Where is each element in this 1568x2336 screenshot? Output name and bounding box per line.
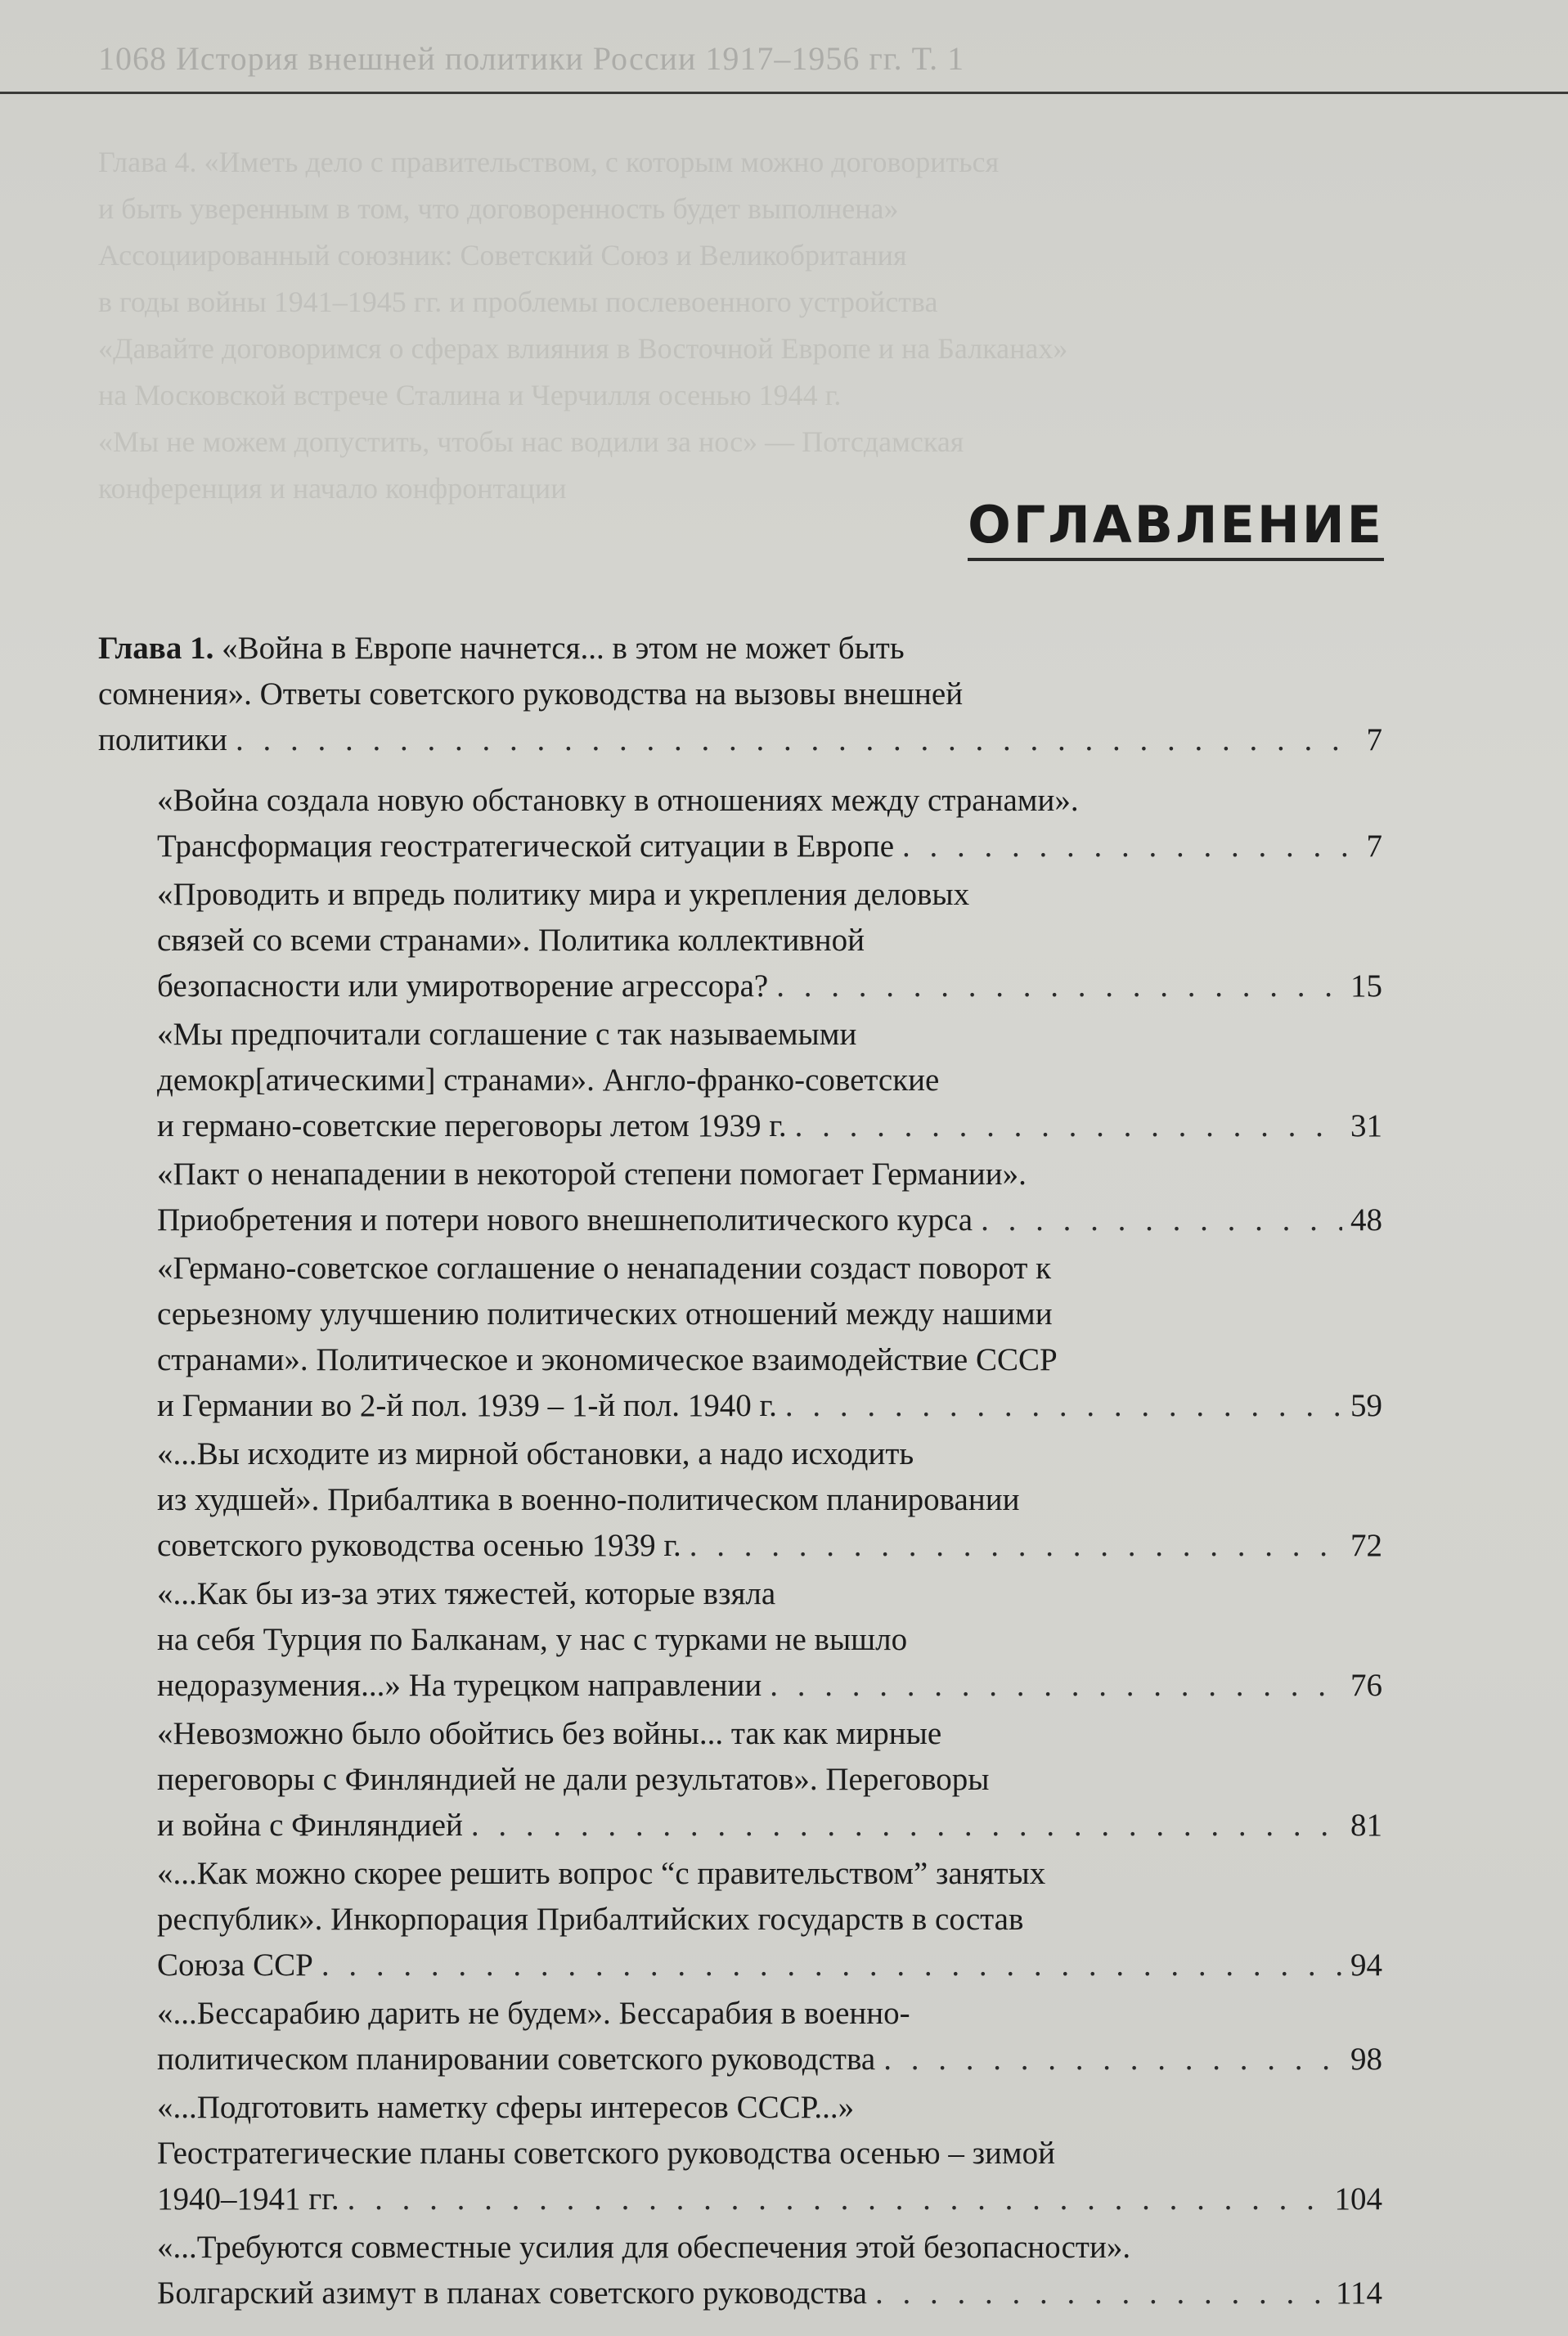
- page-number: 7: [1366, 722, 1382, 757]
- toc-entry-text: демокр[атическими] странами». Англо-франко-советские: [157, 1062, 940, 1098]
- toc-entry-text: «...Требуются совместные усилия для обеспечения этой безопасности».: [157, 2230, 1131, 2265]
- dot-leader: [690, 1523, 1342, 1569]
- toc-entry-text: «Невозможно было обойтись без войны... так как мирные: [157, 1716, 942, 1751]
- page-number: 114: [1335, 2275, 1382, 2311]
- toc-entry-line: [157, 1571, 1382, 1617]
- dot-leader: [902, 824, 1359, 869]
- toc-entry-text: советского руководства осенью 1939 г.: [157, 1528, 681, 1563]
- toc-entry-last-line: [157, 1383, 1382, 1429]
- page-number: 48: [1350, 1202, 1382, 1238]
- toc-section-entry: [157, 2225, 1382, 2316]
- toc-entry-last-line: [157, 1803, 1382, 1849]
- dot-leader: [770, 1663, 1342, 1709]
- toc-entry-last-line: [157, 824, 1382, 869]
- dot-leader: [981, 1197, 1342, 1243]
- toc-entry-last-line: [157, 2271, 1382, 2316]
- toc-entry-line: [157, 2131, 1382, 2177]
- toc-entry-line: [157, 2225, 1382, 2271]
- toc-entry-text: Союза ССР: [157, 1947, 313, 1983]
- page-number: 81: [1350, 1808, 1382, 1843]
- toc-entry-line: [157, 1012, 1382, 1058]
- page-number: 76: [1350, 1668, 1382, 1703]
- toc-entry-text: «Война в Европе начнется... в этом не может быть: [222, 631, 905, 666]
- table-of-contents: [98, 626, 1382, 2319]
- toc-entry-text: безопасности или умиротворение агрессора?: [157, 968, 769, 1004]
- toc-entry-text: из худшей». Прибалтика в военно-политическом планировании: [157, 1482, 1020, 1517]
- toc-entry-line: [157, 1431, 1382, 1477]
- toc-entry-line: [157, 1292, 1382, 1337]
- toc-entry-text: связей со всеми странами». Политика коллективной: [157, 923, 865, 958]
- page-number: 7: [1366, 829, 1382, 864]
- toc-section-entry: [157, 1991, 1382, 2082]
- toc-entry-line: [157, 2085, 1382, 2131]
- toc-section-entry: [157, 2085, 1382, 2222]
- running-head: 1068 История внешней политики России 1917–1956 гг. Т. 1: [98, 40, 965, 77]
- toc-entry-text: «Мы предпочитали соглашение с так называемыми: [157, 1017, 857, 1052]
- chapter-label: Глава 1.: [98, 631, 214, 666]
- toc-entry-line: [98, 672, 1382, 717]
- page-number: 15: [1350, 968, 1382, 1004]
- toc-entry-text: «...Подготовить наметку сферы интересов СССР...»: [157, 2090, 855, 2125]
- toc-entry-text: политическом планировании советского руководства: [157, 2042, 876, 2077]
- toc-title: ОГЛАВЛЕНИЕ: [968, 495, 1384, 561]
- toc-section-entry: [157, 1711, 1382, 1849]
- toc-section-entry: [157, 1851, 1382, 1988]
- toc-entry-text: сомнения». Ответы советского руководства на вызовы внешней: [98, 676, 964, 712]
- toc-entry-text: «Проводить и впредь политику мира и укрепления деловых: [157, 877, 970, 912]
- toc-entry-last-line: [157, 964, 1382, 1009]
- page-number: 59: [1350, 1388, 1382, 1423]
- toc-entry-text: республик». Инкорпорация Прибалтийских государств в состав: [157, 1902, 1024, 1937]
- toc-section-entry: [157, 1246, 1382, 1429]
- toc-entry-text: Трансформация геостратегической ситуации в Европе: [157, 829, 894, 864]
- page-number: 98: [1350, 2042, 1382, 2077]
- toc-section-entry: [157, 1152, 1382, 1243]
- toc-entry-text: 1940–1941 гг.: [157, 2181, 339, 2217]
- toc-entry-line: [157, 1711, 1382, 1757]
- page-number: 104: [1334, 2181, 1382, 2217]
- toc-entry-line: [157, 918, 1382, 964]
- toc-chapter-entry: [98, 626, 1382, 763]
- toc-entry-text: переговоры с Финляндией не дали результатов». Переговоры: [157, 1762, 990, 1797]
- toc-section-entry: [157, 1012, 1382, 1149]
- toc-entry-line: [157, 872, 1382, 918]
- toc-entry-text: «...Вы исходите из мирной обстановки, а надо исходить: [157, 1436, 914, 1471]
- page-number: 31: [1350, 1108, 1382, 1143]
- toc-section-entry: [157, 872, 1382, 1009]
- dot-leader: [875, 2271, 1328, 2316]
- toc-entry-text: и Германии во 2-й пол. 1939 – 1-й пол. 1940 г.: [157, 1388, 777, 1423]
- toc-entry-text: серьезному улучшению политических отношений между нашими: [157, 1296, 1053, 1332]
- toc-entry-text: «Война создала новую обстановку в отношениях между странами».: [157, 783, 1079, 818]
- toc-entry-last-line: [157, 1523, 1382, 1569]
- toc-entry-text: на себя Турция по Балканам, у нас с турками не вышло: [157, 1622, 908, 1657]
- toc-entry-line: [157, 1337, 1382, 1383]
- dot-leader: [236, 717, 1359, 763]
- toc-entry-text: и война с Финляндией: [157, 1808, 463, 1843]
- toc-entry-last-line: [157, 1197, 1382, 1243]
- toc-entry-text: Болгарский азимут в планах советского руководства: [157, 2275, 867, 2311]
- toc-entry-text: «...Как можно скорее решить вопрос “с правительством” занятых: [157, 1856, 1046, 1891]
- toc-entry-line: [157, 1477, 1382, 1523]
- toc-entry-text: «Германо-советское соглашение о ненападении создаст поворот к: [157, 1251, 1052, 1286]
- toc-entry-text: «...Как бы из-за этих тяжестей, которые взяла: [157, 1576, 776, 1611]
- dot-leader: [321, 1943, 1342, 1988]
- dot-leader: [776, 964, 1342, 1009]
- toc-entry-last-line: [157, 2037, 1382, 2082]
- toc-entry-line: [157, 1757, 1382, 1803]
- dot-leader: [348, 2177, 1327, 2222]
- toc-entry-text: и германо-советские переговоры летом 1939 г.: [157, 1108, 787, 1143]
- toc-entry-line: [157, 778, 1382, 824]
- toc-entry-last-line: [157, 1103, 1382, 1149]
- toc-entry-line: [157, 1058, 1382, 1103]
- toc-entry-last-line: [98, 717, 1382, 763]
- dot-leader: [785, 1383, 1342, 1429]
- toc-entry-text: «Пакт о ненападении в некоторой степени помогает Германии».: [157, 1157, 1027, 1192]
- toc-section-entry: [157, 778, 1382, 869]
- toc-entry-text: Геостратегические планы советского руководства осенью – зимой: [157, 2136, 1055, 2171]
- toc-entry-text: политики: [98, 722, 227, 757]
- page-number: 72: [1350, 1528, 1382, 1563]
- toc-entry-line: [157, 1851, 1382, 1897]
- toc-entry-last-line: [157, 1663, 1382, 1709]
- toc-entry-line: [157, 1152, 1382, 1197]
- toc-entry-text: недоразумения...» На турецком направлении: [157, 1668, 762, 1703]
- dot-leader: [471, 1803, 1342, 1849]
- toc-entry-text: странами». Политическое и экономическое взаимодействие СССР: [157, 1342, 1058, 1377]
- header-rule: [0, 92, 1568, 94]
- toc-section-entry: [157, 1571, 1382, 1709]
- toc-entry-text: Приобретения и потери нового внешнеполитического курса: [157, 1202, 973, 1238]
- toc-entry-last-line: [157, 1943, 1382, 1988]
- toc-entry-text: «...Бессарабию дарить не будем». Бессарабия в военно-: [157, 1996, 910, 2031]
- toc-entry-line: [157, 1246, 1382, 1292]
- toc-entry-line: [157, 1897, 1382, 1943]
- dot-leader: [795, 1103, 1342, 1149]
- toc-section-entry: [157, 1431, 1382, 1569]
- toc-entry-line: [157, 1991, 1382, 2037]
- toc-entry-line: [98, 626, 1382, 672]
- toc-entry-line: [157, 1617, 1382, 1663]
- toc-entry-last-line: [157, 2177, 1382, 2222]
- bleed-through-text: Глава 4. «Иметь дело с правительством, с которым можно договориться и быть уверенным в том, что договоренность будет выполнена» Ассоциированный союзник: Советский Союз и Великобритания в годы войны 1941–1945 гг. и проблемы послевоенного устройства «Давайте договоримся о сферах влияния в Восточной Европе и на Балканах» на Московской встрече Сталина и Черчилля осенью 1944 г. «Мы не можем допустить, чтобы нас водили за нос» — Потсдамская конференция и начало конфронтации: [98, 146, 1068, 505]
- page-number: 94: [1350, 1947, 1382, 1983]
- dot-leader: [883, 2037, 1342, 2082]
